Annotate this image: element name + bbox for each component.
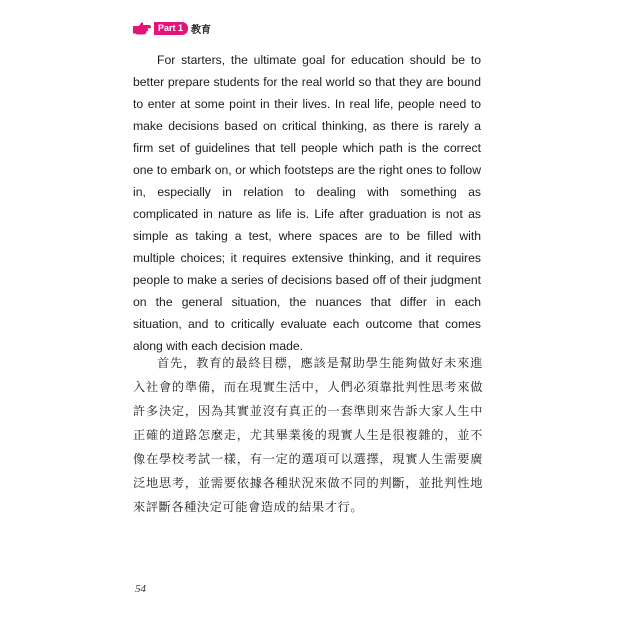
page-number: 54 [135,583,146,595]
pointing-hand-icon [132,20,152,36]
section-title: 教育 [191,24,212,36]
chapter-header [132,19,211,37]
english-paragraph: For starters, the ultimate goal for education should be to better prepare students for the real world so that they are bound to enter at some point in their lives. In real life, people need to make decisions based on critical thinking, as there is rarely a firm set of guidelines that tell people which path is the correct one to embark on, or which footsteps are the right ones to follow in, especially in relation to dealing with something as complicated in nature as life is. Life after graduation is not as simple as taking a test, where spaces are to be filled with multiple choices; it requires extensive thinking, and it requires people to make a series of decisions based off of their judgment on the general situation, the nuances that differ in each situation, and to critically evaluate each outcome that comes along with each decision made. [133,53,481,353]
chinese-paragraph: 首先，教育的最終目標，應該是幫助學生能夠做好未來進入社會的準備，而在現實生活中，人們必須靠批判性思考來做許多決定，因為其實並沒有真正的一套準則來告訴大家人生中正確的道路怎麼走，尤其畢業後的現實人生是很複雜的，並不像在學校考試一樣，有一定的選項可以選擇，現實人生需要廣泛地思考，並需要依據各種狀況來做不同的判斷，並批判性地來評斷各種決定可能會造成的結果才行。 [133,356,483,514]
part-badge: Part 1 [154,22,188,35]
